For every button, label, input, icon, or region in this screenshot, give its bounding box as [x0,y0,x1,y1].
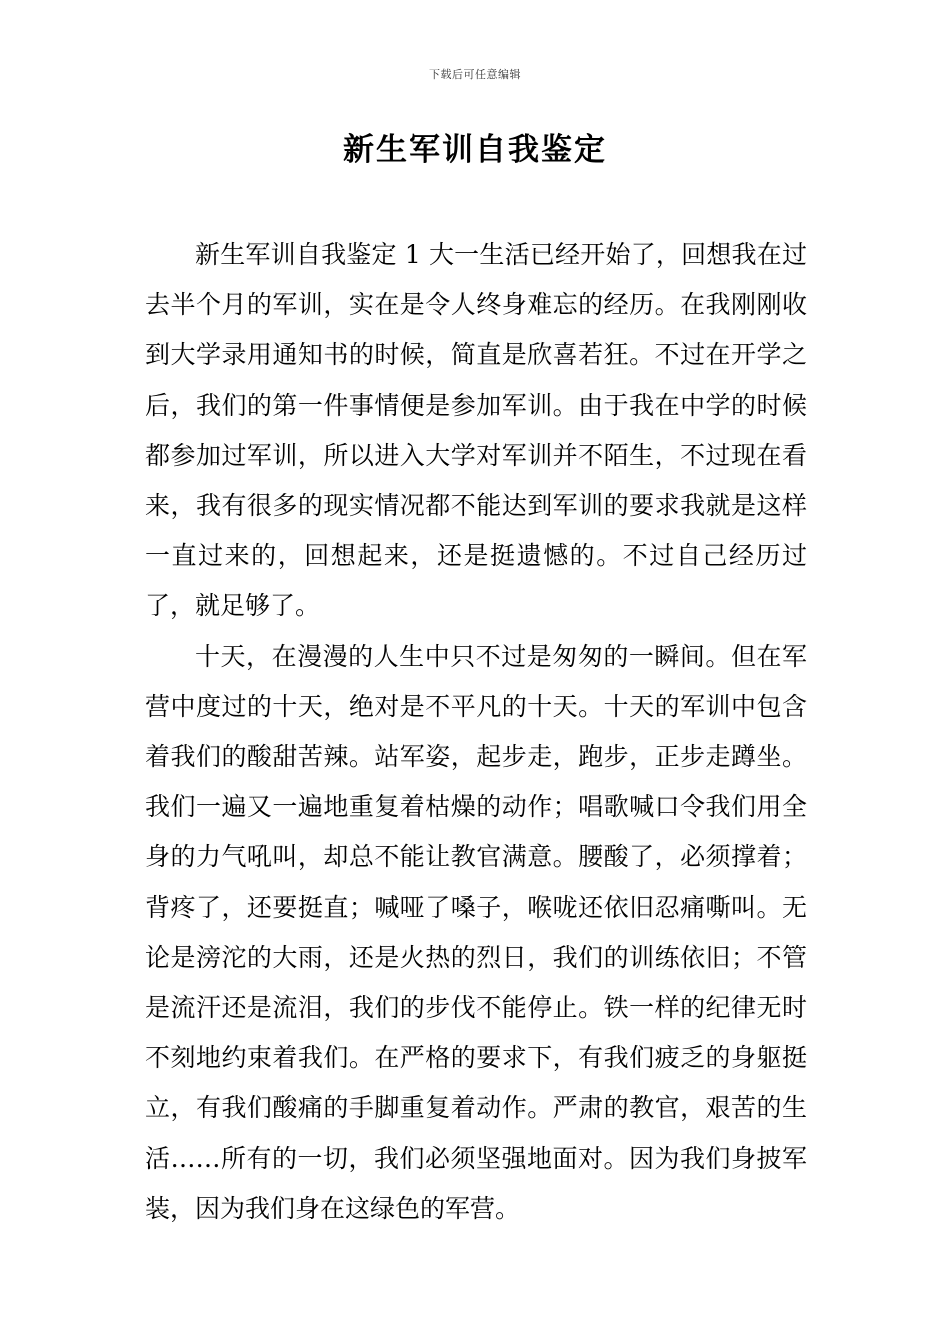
document-title: 新生军训自我鉴定 [343,132,607,168]
document-body [145,230,807,1234]
paragraph-2: 十天，在漫漫的人生中只不过是匆匆的一瞬间。但在军营中度过的十天，绝对是不平凡的十天。十天的军训中包含着我们的酸甜苦辣。站军姿，起步走，跑步，正步走蹲坐。我们一遍又一遍地重复着枯燥的动作；唱歌喊口令我们用全身的力气吼叫，却总不能让教官满意。腰酸了，必须撑着；背疼了，还要挺直；喊哑了嗓子，喉咙还依旧忍痛嘶叫。无论是滂沱的大雨，还是火热的烈日，我们的训练依旧；不管是流汗还是流泪，我们的步伐不能停止。铁一样的纪律无时不刻地约束着我们。在严格的要求下，有我们疲乏的身躯挺立，有我们酸痛的手脚重复着动作。严肃的教官，艰苦的生活……所有的一切，我们必须坚强地面对。因为我们身披军装，因为我们身在这绿色的军营。 [145,641,807,1223]
paragraph-1: 新生军训自我鉴定 1 大一生活已经开始了，回想我在过去半个月的军训，实在是令人终身难忘的经历。在我刚刚收到大学录用通知书的时候，简直是欣喜若狂。不过在开学之后，我们的第一件事情便是参加军训。由于我在中学的时候都参加过军训，所以进入大学对军训并不陌生，不过现在看来，我有很多的现实情况都不能达到军训的要求我就是这样一直过来的，回想起来，还是挺遗憾的。不过自己经历过了，就足够了。 [145,240,807,621]
header-note: 下载后可任意编辑 [429,68,521,81]
